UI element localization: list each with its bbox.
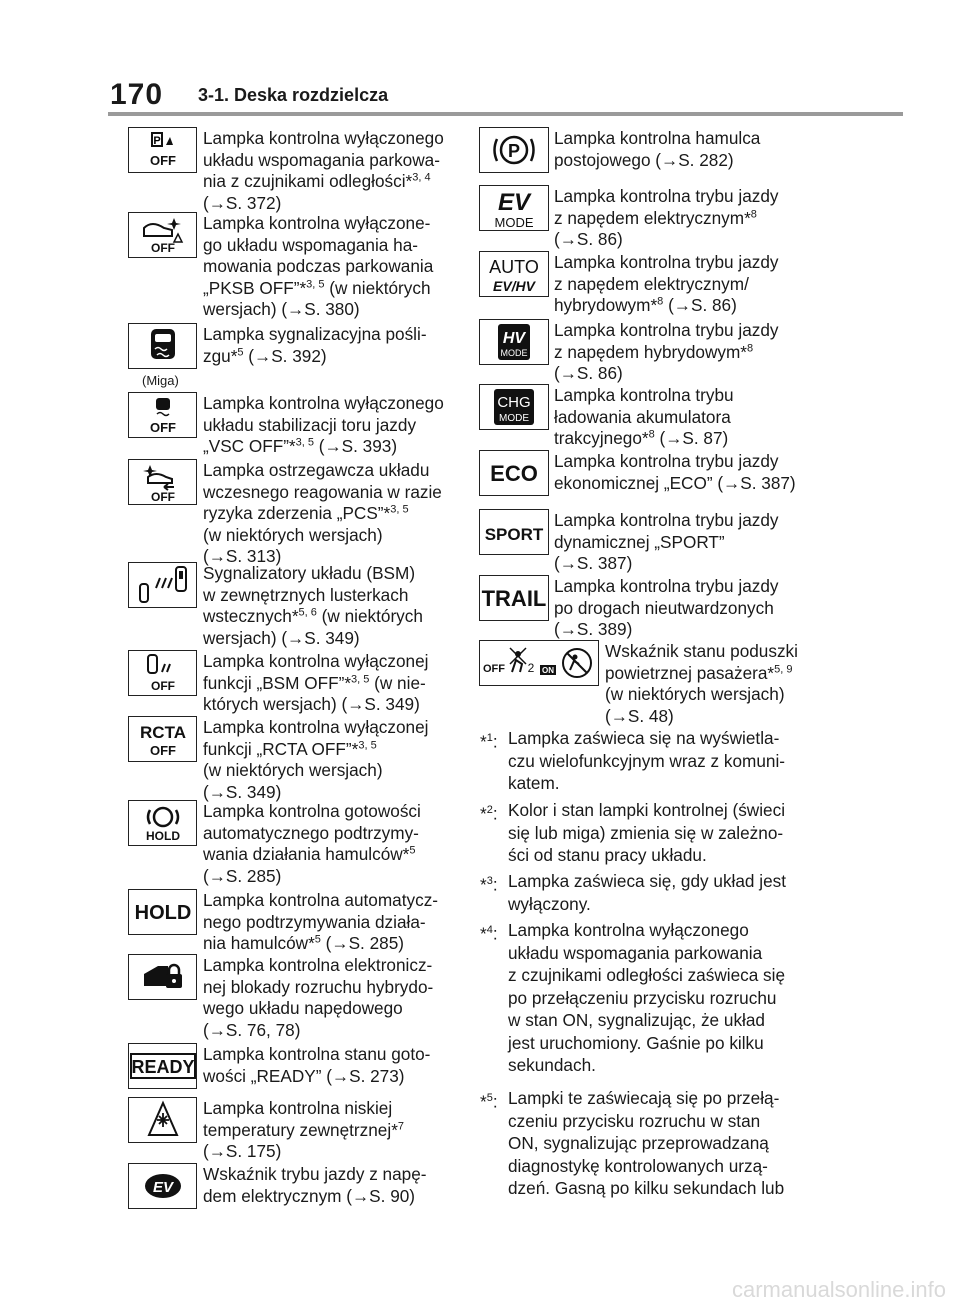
indicator-description [203,393,444,458]
indicator-description [554,128,760,171]
description-tail: (w niektórych wersjach) (→S. 349) [203,606,423,648]
description-text: Lampka kontrolna trybu jazdy dynamicznej „SPORT” (→S. 387) [554,510,779,573]
ready-icon [128,1043,197,1089]
trail-icon [479,575,549,621]
indicator-description [203,1044,430,1087]
description-text: Lampka kontrolna elektronicz- nej blokady rozruchu hybrydo- wego układu napędowego (→S. 76, 78) [203,955,434,1040]
footnote-ref: 5 [409,844,416,857]
indicator-description [203,801,421,887]
indicator-description [554,320,779,385]
svg-text:2: 2 [527,661,535,675]
watermark: carmanualsonline.info [731,1277,946,1302]
svg-text:OFF: OFF [483,663,505,675]
footnote-text: Kolor i stan lampki kontrolnej (świeci się lub miga) zmienia się w zależno- ści od stanu pracy układu. [508,800,786,865]
svg-text:OFF: OFF [150,490,175,503]
footnote-ref: 7 [397,1119,405,1132]
rcta-off-icon [128,716,197,762]
footnote-ref: 5 [314,933,321,946]
footnote-ref: 3, 5 [390,503,409,516]
footnote-marker: *$^3$: [480,874,498,895]
indicator-description [203,460,442,568]
indicator-description [203,955,433,1041]
sport-icon [479,509,549,555]
indicator-description [554,186,779,251]
description-text: Lampka kontrolna hamulca postojowego (→S. 282) [554,128,761,170]
svg-text:HOLD: HOLD [145,829,180,843]
svg-text:SPORT: SPORT [484,525,544,544]
description-text: Lampka kontrolna trybu jazdy ekonomicznej „ECO” (→S. 387) [554,451,796,493]
indicator-description [203,324,427,367]
indicator-description [203,563,423,649]
description-tail: (→S. 86) [554,229,623,249]
description-text: Wskaźnik trybu jazdy z napę- dem elektrycznym (→S. 90) [203,1164,427,1206]
description-text: Lampka kontrolna wyłączonego układu wspomagania parkowa- nia z czujnikami odległości* [203,128,444,191]
description-tail: (→S. 86) [663,295,737,315]
footnote-ref: 8 [750,207,757,220]
indicator-description [203,651,428,716]
description-tail: (→S. 285) [203,865,282,886]
indicator-description [554,385,734,450]
svg-text:OFF: OFF [150,679,175,693]
svg-text:HOLD: HOLD [134,902,191,924]
description-text: Lampka kontrolna wyłączonej funkcji „BSM OFF”* [203,651,429,693]
footnote-ref: 5, 6 [298,606,317,619]
svg-text:EV: EV [152,1179,173,1196]
description-text: Lampka kontrolna wyłączone- go układu wspomagania ha- mowania podczas parkowania „PKSB OFF”* [203,213,434,298]
eco-icon [479,450,549,496]
footnote-marker: *$^5$: [480,1091,498,1112]
section-title: 3-1. Deska rozdzielcza [198,85,389,105]
description-tail: (→S. 393) [313,436,398,456]
chg-mode-icon [479,384,549,430]
description-text: Lampka sygnalizacyjna pośli- zgu* [203,324,427,366]
footnote-ref: 3, 5 [306,277,325,290]
description-text: Lampka kontrolna wyłączonej funkcji „RCTA OFF”* [203,717,429,759]
footnote-marker: *$^2$: [480,803,498,824]
svg-text:READY: READY [130,1057,195,1077]
footnote-ref: 5, 9 [774,662,793,675]
description-tail: (→S. 87) [654,428,729,448]
vsc-off-icon [128,392,197,438]
footnote-text: Lampka zaświeca się, gdy układ jest wyłączony. [508,871,787,914]
svg-text:OFF: OFF [149,743,176,758]
footnote-text: Lampki te zaświecają się po przełą- czeniu przycisku rozruchu w stan ON, sygnalizując przeprowadzaną diagnostykę kontrolowanych urzą- dzeń. Gasną po kilku sekundach lub [508,1088,785,1198]
svg-text:OFF: OFF [149,420,176,435]
hv-mode-icon [479,319,549,365]
svg-text:P: P [152,135,161,147]
description-tail: (→S. 392) [243,345,327,366]
indicator-description [203,1164,427,1207]
shift-lock-icon [128,954,197,1000]
footnote-ref: 5 [237,345,244,358]
svg-text:ECO: ECO [490,461,538,486]
description-tail: (→S. 86) [554,363,623,383]
footnote-text: Lampka zaświeca się na wyświetla- czu wielofunkcyjnym wraz z komuni- katem. [508,728,785,793]
description-text: Lampka kontrolna automatycz- nego podtrzymywania działa- nia hamulców* [203,890,439,953]
ev-mode-icon [479,185,549,231]
description-text: Lampka kontrolna stanu goto- wości „READY” (→S. 273) [203,1044,431,1086]
indicator-description [554,451,796,494]
page-header [0,0,960,115]
brake-hold-operated-icon [128,889,197,935]
pcs-off-icon [128,459,197,505]
brake-hold-standby-icon [128,800,197,846]
footnote-ref: 3, 5 [358,738,377,751]
description-tail: (w niektórych wersjach) (→S. 349) [203,760,383,802]
pksb-off-icon [128,212,197,258]
indicator-description [203,213,433,321]
description-tail: (w niektórych wersjach) (→S. 313) [203,524,383,566]
svg-text:EV/HV: EV/HV [492,278,536,294]
svg-text:CHG: CHG [497,394,531,411]
svg-text:AUTO: AUTO [489,257,539,277]
low-temperature-icon [128,1097,197,1143]
svg-text:TRAIL: TRAIL [481,586,547,611]
svg-text:OFF: OFF [149,153,176,168]
footnote-ref: 8 [648,428,655,441]
indicator-description [554,576,779,641]
footnote-ref: 3, 5 [351,672,370,685]
svg-text:EV: EV [497,189,531,216]
description-text: Lampka kontrolna gotowości automatycznego podtrzymy- wania działania hamulców* [203,801,421,864]
footnote-text: Lampka kontrolna wyłączonego układu wspomagania parkowania z czujnikami odległości zaświeca się po przełączeniu przycisku rozruchu w stan ON, sygnalizując, że układ jest uruchomiony. Gaśnie po kilku sekundach. [508,920,786,1075]
description-text: Lampka kontrolna trybu jazdy po drogach nieutwardzonych (→S. 389) [554,576,779,639]
indicator-description [203,1098,404,1163]
description-text: Lampka kontrolna wyłączonego układu stabilizacji toru jazdy „VSC OFF”* [203,393,444,456]
indicator-description [554,510,779,575]
indicator-description [203,128,444,214]
description-tail: (→S. 175) [203,1141,282,1161]
indicator-description [605,641,798,727]
footnote-ref: 3, 4 [412,171,431,184]
description-text: Lampka kontrolna trybu jazdy z napędem hybrydowym* [554,320,779,362]
description-text: Lampka kontrolna trybu jazdy z napędem elektrycznym* [554,186,779,228]
description-tail: (w niektórych wersjach) (→S. 380) [203,277,431,319]
bsm-off-icon [128,650,197,696]
description-text: Lampka ostrzegawcza układu wczesnego reagowania w razie ryzyka zderzenia „PCS”* [203,460,442,523]
page-number: 170 [110,78,164,111]
description-text: Wskaźnik stanu poduszki powietrznej pasażera* [605,641,798,683]
svg-text:MODE: MODE [499,413,529,424]
ev-drive-icon [128,1163,197,1209]
footnote-ref: 3, 5 [295,436,314,449]
indicator-description [203,890,438,955]
description-tail: (w nie- których wersjach) (→S. 349) [203,672,426,714]
svg-text:RCTA: RCTA [139,723,186,742]
parking-brake-icon [479,127,549,173]
bsm-icon [128,562,197,608]
svg-text:ON: ON [542,666,554,675]
svg-text:MODE: MODE [500,348,528,358]
icon-caption: (Miga) [142,373,179,388]
header-divider [108,112,903,116]
description-text: Lampka kontrolna trybu ładowania akumulatora trakcyjnego* [554,385,734,448]
footnote-marker: *$^4$: [480,923,498,944]
description-text: Lampka kontrolna trybu jazdy z napędem elektrycznym/ hybrydowym* [554,252,779,315]
description-tail: (→S. 285) [320,933,405,953]
description-text: Sygnalizatory układu (BSM) w zewnętrznych lusterkach wstecznych* [203,563,416,626]
description-text: Lampka kontrolna niskiej temperatury zewnętrznej* [203,1098,398,1140]
footnote-marker: *$^1$: [480,731,498,752]
footnote-ref: 8 [657,295,664,308]
indicator-description [554,252,779,317]
svg-text:HV: HV [502,330,526,347]
slip-indicator-icon [128,323,197,369]
description-tail: (w niektórych wersjach) (→S. 48) [605,684,785,726]
svg-text:OFF: OFF [150,241,175,255]
description-tail: (→S. 372) [203,192,282,213]
svg-text:MODE: MODE [494,215,534,229]
indicator-description [203,717,428,803]
footnote-ref: 8 [746,341,754,354]
svg-text:P: P [507,141,521,161]
parking-support-off-icon [128,127,197,173]
passenger-airbag-icon [479,640,599,686]
auto-ev-hv-icon [479,251,549,297]
